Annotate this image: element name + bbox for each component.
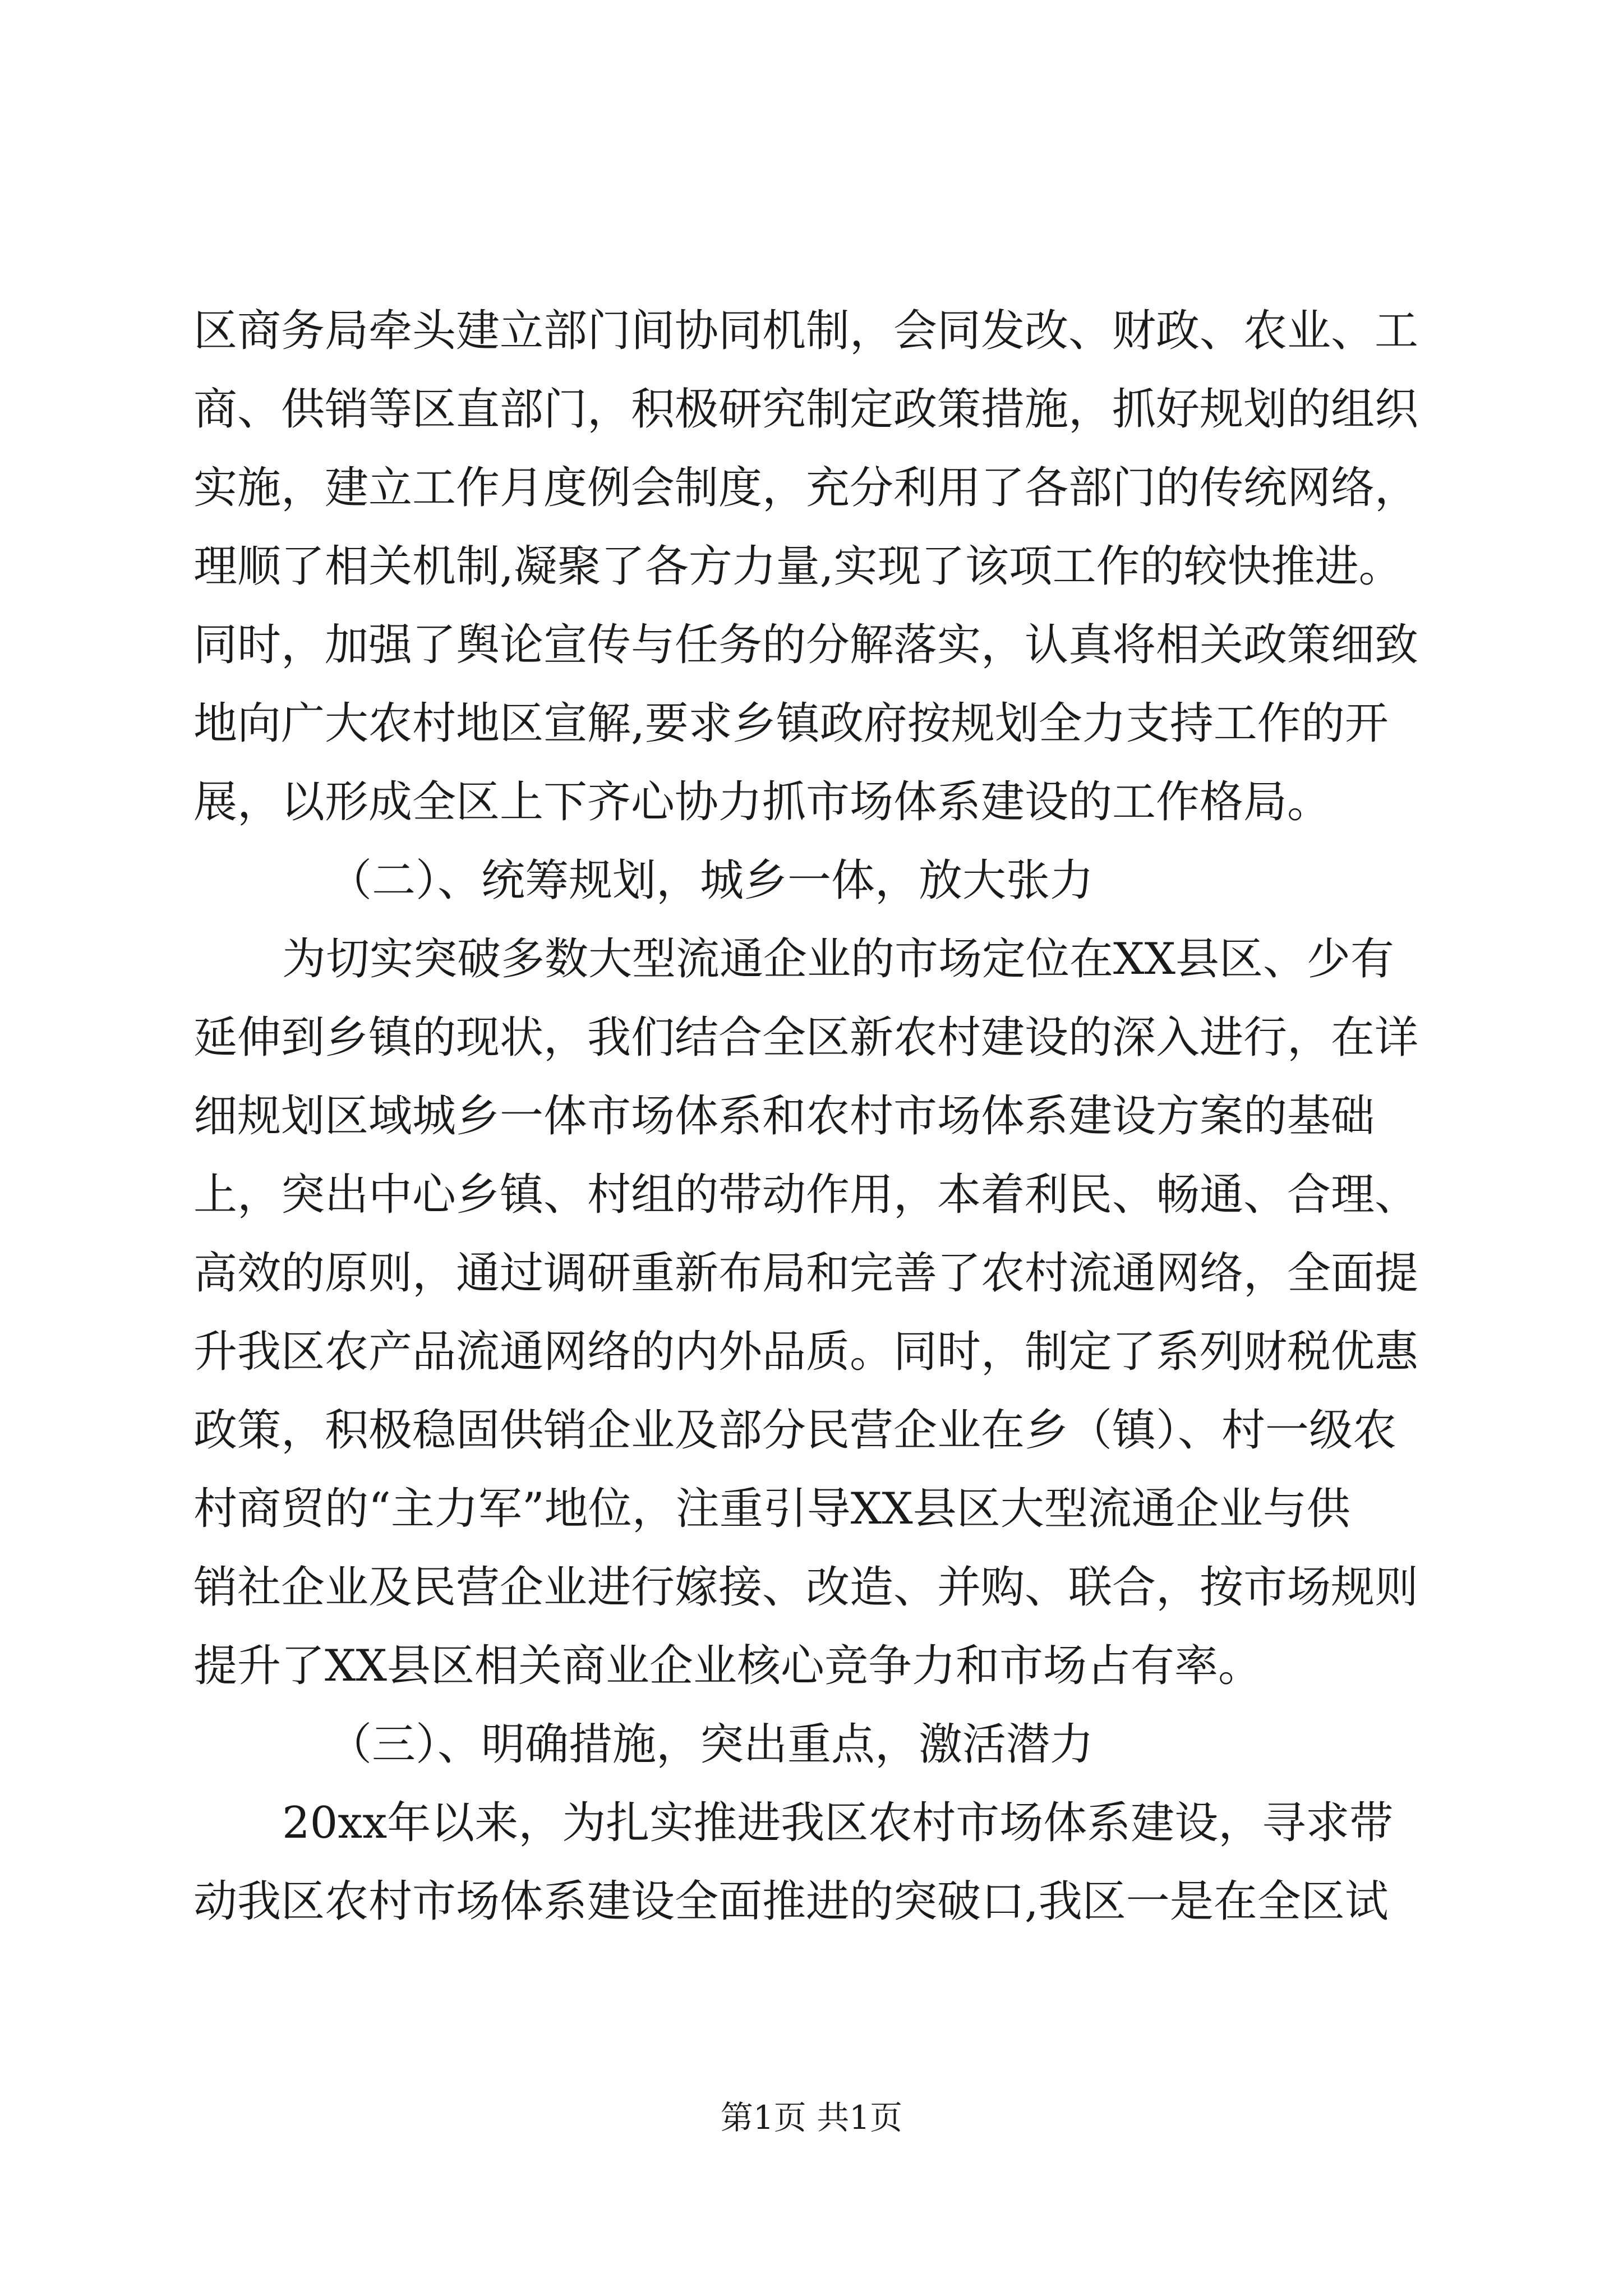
body-line: 政策，积极稳固供销企业及部分民营企业在乡（镇）、村一级农 <box>193 1405 1397 1456</box>
document-body <box>193 292 1419 1941</box>
section-heading: （三）、明确措施，突出重点，激活潜力 <box>328 1719 1094 1770</box>
body-line: 动我区农村市场体系建设全面推进的突破口,我区一是在全区试 <box>193 1876 1389 1927</box>
body-line: 实施，建立工作月度例会制度，充分利用了各部门的传统网络， <box>193 463 1419 513</box>
body-line: 村商贸的“主力军”地位，注重引导XX县区大型流通企业与供 <box>193 1484 1350 1534</box>
body-line: 展，以形成全区上下齐心协力抓市场体系建设的工作格局。 <box>193 777 1331 827</box>
body-line: 细规划区域城乡一体市场体系和农村市场体系建设方案的基础 <box>193 1091 1375 1142</box>
section-heading: （二）、统筹规划，城乡一体，放大张力 <box>328 855 1094 906</box>
body-line: 上，突出中心乡镇、村组的带动作用，本着利民、畅通、合理、 <box>193 1170 1419 1220</box>
body-line: 延伸到乡镇的现状，我们结合全区新农村建设的深入进行，在详 <box>193 1013 1419 1063</box>
body-line: 同时，加强了舆论宣传与任务的分解落实，认真将相关政策细致 <box>193 620 1419 670</box>
page-number-footer: 第1页 共1页 <box>720 2099 903 2137</box>
body-line: 升我区农产品流通网络的内外品质。同时，制定了系列财税优惠 <box>193 1327 1419 1377</box>
body-line: 提升了XX县区相关商业企业核心竞争力和市场占有率。 <box>193 1641 1262 1691</box>
paragraph-first-line: 为切实突破多数大型流通企业的市场定位在XX县区、少有 <box>282 934 1395 984</box>
body-line: 商、供销等区直部门，积极研究制定政策措施，抓好规划的组织 <box>193 384 1419 435</box>
body-line: 区商务局牵头建立部门间协同机制，会同发改、财政、农业、工 <box>193 306 1419 356</box>
body-line: 地向广大农村地区宣解,要求乡镇政府按规划全力支持工作的开 <box>193 698 1389 749</box>
body-line: 销社企业及民营企业进行嫁接、改造、并购、联合，按市场规则 <box>193 1562 1419 1613</box>
body-line: 高效的原则，通过调研重新布局和完善了农村流通网络，全面提 <box>193 1248 1419 1299</box>
paragraph-first-line: 20xx年以来，为扎实推进我区农村市场体系建设，寻求带 <box>282 1798 1394 1848</box>
body-line: 理顺了相关机制,凝聚了各方力量,实现了该项工作的较快推进。 <box>193 541 1403 592</box>
